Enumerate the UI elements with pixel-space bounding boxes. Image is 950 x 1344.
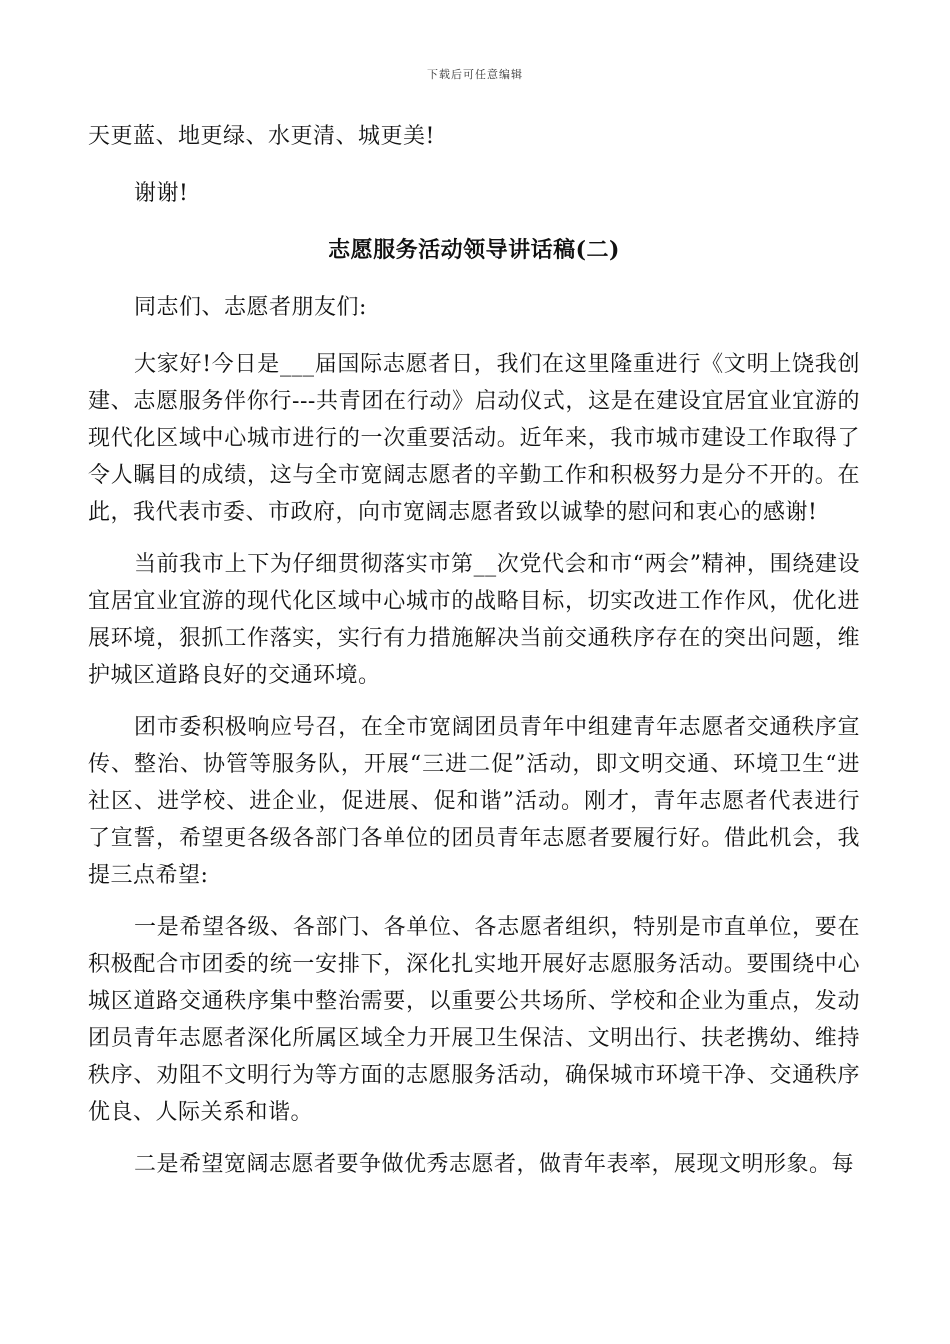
paragraph-youth-league: 团市委积极响应号召，在全市宽阔团员青年中组建青年志愿者交通秩序宣传、整治、协管等服务队，开展“三进二促”活动，即文明交通、环境卫生“进社区、进学校、进企业，促进展、促和谐”活动。刚才，青年志愿者代表进行了宣誓，希望更各级各部门各单位的团员青年志愿者要履行好。借此机会，我提三点希望: [88,715,860,888]
paragraph-current-situation: 当前我市上下为仔细贯彻落实市第__次党代会和市“两会”精神，围绕建设宜居宜业宜游的现代化区域中心城市的战略目标，切实改进工作作风，优化进展环境，狠抓工作落实，实行有力措施解决当前交通秩序存在的突出问题，维护城区道路良好的交通环境。 [88,552,860,688]
document-body [88,118,860,1183]
thanks-line: 谢谢! [134,181,189,206]
paragraph-hope-two: 二是希望宽阔志愿者要争做优秀志愿者，做青年表率，展现文明形象。每 [134,1152,855,1177]
speech-title: 志愿服务活动领导讲话稿(二) [328,237,620,263]
paragraph-greeting: 大家好!今日是___届国际志愿者日，我们在这里隆重进行《文明上饶我创建、志愿服务伴你行---共青团在行动》启动仪式，这是在建设宜居宜业宜游的现代化区域中心城市进行的一次重要活动。近年来，我市城市建设工作取得了令人瞩目的成绩，这与全市宽阔志愿者的辛勤工作和积极努力是分不开的。在此，我代表市委、市政府，向市宽阔志愿者致以诚挚的慰问和衷心的感谢! [88,352,860,525]
page-header-note: 下载后可任意编辑 [427,68,523,81]
salutation: 同志们、志愿者朋友们: [134,295,367,320]
opening-line: 天更蓝、地更绿、水更清、城更美! [88,124,435,149]
paragraph-hope-one: 一是希望各级、各部门、各单位、各志愿者组织，特别是市直单位，要在积极配合市团委的统一安排下，深化扎实地开展好志愿服务活动。要围绕中心城区道路交通秩序集中整治需要，以重要公共场所、学校和企业为重点，发动团员青年志愿者深化所属区域全力开展卫生保洁、文明出行、扶老携幼、维持秩序、劝阻不文明行为等方面的志愿服务活动，确保城市环境干净、交通秩序优良、人际关系和谐。 [88,915,860,1125]
